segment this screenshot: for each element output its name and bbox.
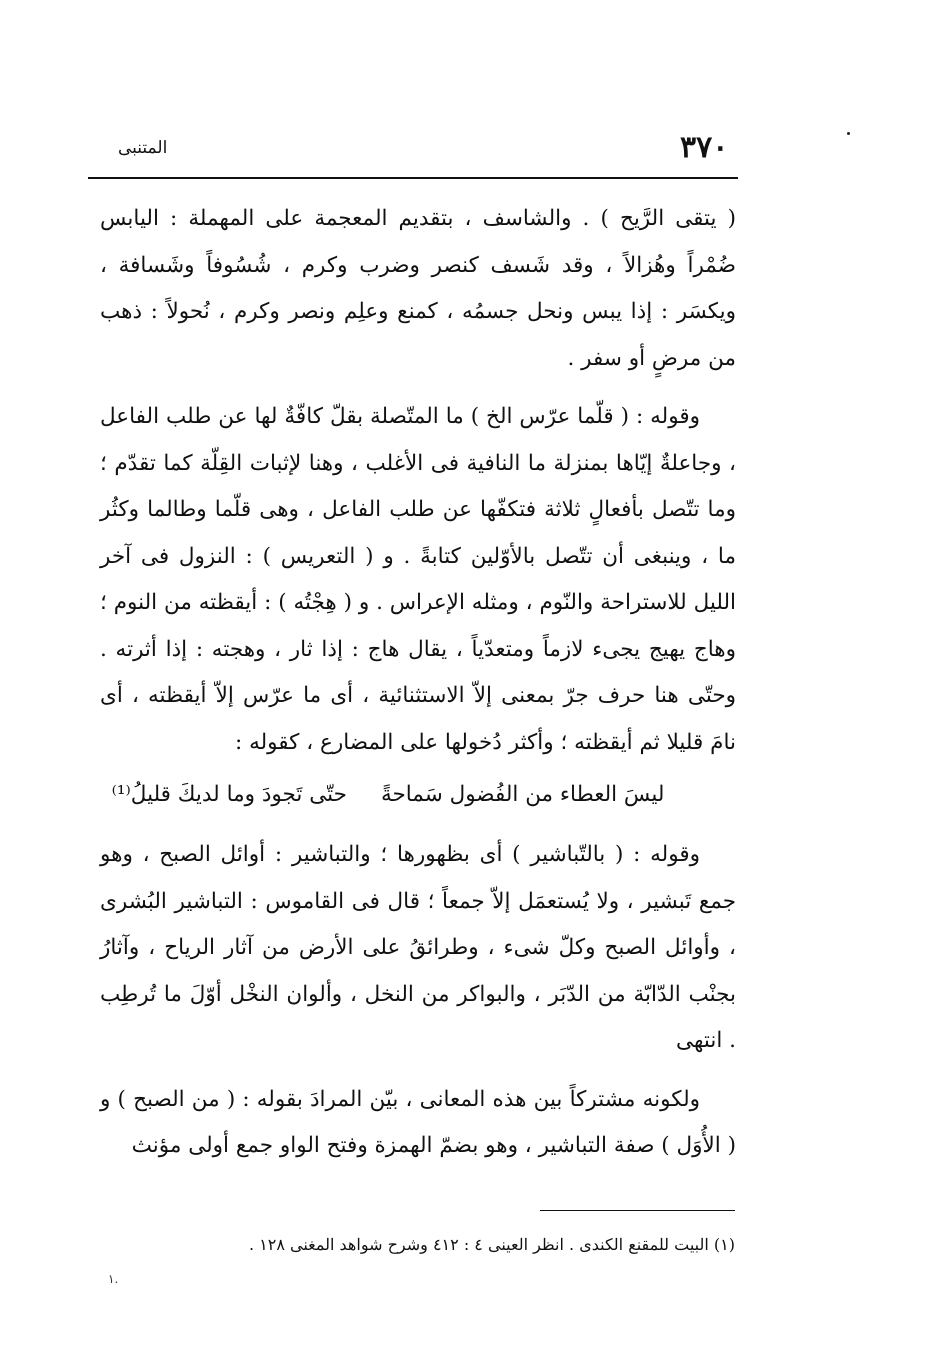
- footnote: (١) البيت للمقنع الكندى . انظر العينى ٤ : ٤١٢ وشرح شواهد المغنى ١٢٨ .: [248, 1235, 735, 1254]
- page-number: ٣٧٠: [680, 130, 729, 165]
- poetry-verse: [100, 772, 736, 818]
- bottom-mark: ١.: [108, 1272, 119, 1286]
- scan-dot: [847, 132, 850, 135]
- paragraph-1: ( يتقى الرَّيح ) . والشاسف ، بتقديم المعجمة على المهملة : اليابس ضُمْراً وهُزالاً ، وقد شَسف كنصر وضرب وكرم ، شُسُوفاً وشَسافة ، ويكسَر : إذا يبس ونحل جسمُه ، كمنع وعلِم ونصر وكرم ، نُحولاً : ذهب من مرضٍ أو سفر .: [100, 206, 736, 371]
- main-text: [100, 196, 736, 1170]
- header-rule: [88, 177, 738, 179]
- footnote-rule: [540, 1210, 735, 1211]
- verse-first-hemistich: ليسَ العطاء من الفُضول سَماحةً: [380, 782, 665, 807]
- paragraph-2: وقوله : ( قلّما عرّس الخ ) ما المتّصلة بقلّ كافّةٌ لها عن طلب الفاعل ، وجاعلةٌ إيّاها بمنزلة ما النافية فى الأغلب ، وهنا لإثبات القِلّة كما تقدّم ؛ وما تتّصل بأفعالٍ ثلاثة فتكفّها عن طلب الفاعل ، وهى قلّما وطالما وكثُر ما ، وينبغى أن تتّصل بالأوّلين كتابةً . و ( التعريس ) : النزول فى آخر الليل للاستراحة والنّوم ، ومثله الإعراس . و ( هِجْتُه ) : أيقظته من النوم ؛ وهاج يهيج يجىء لازماً ومتعدّياً ، يقال هاج : إذا ثار ، وهجته : إذا أثرته . وحتّى هنا حرف جرّ بمعنى إلاّ الاستثنائية ، أى ما عرّس إلاّ أيقظته ، أى نامَ قليلا ثم أيقظته ؛ وأكثر دُخولها على المضارع ، كقوله :: [100, 404, 736, 755]
- running-header-title: المتنبى: [118, 138, 168, 158]
- verse-second-hemistich: حتّى تَجودَ وما لديكَ قليلُ⁽¹⁾: [111, 782, 347, 807]
- paragraph-3: وقوله : ( بالتّباشير ) أى بظهورها ؛ والتباشير : أوائل الصبح ، وهو جمع تَبشير ، ولا يُستعمَل إلاّ جمعاً ؛ قال فى القاموس : التباشير البُشرى ، وأوائل الصبح وكلّ شىء ، وطرائقُ على الأرض من آثار الرياح ، وآثارُ بجنْب الدّابّة من الدّبَر ، والبواكر من النخل ، وألوان النخْل أوّلَ ما تُرطِب . انتهى: [100, 842, 736, 1053]
- paragraph-4: ولكونه مشتركاً بين هذه المعانى ، بيّن المرادَ بقوله : ( من الصبح ) و ( الأُوَل ) صفة التباشير ، وهو بضمّ الهمزة وفتح الواو جمع أولى مؤنث: [100, 1086, 736, 1158]
